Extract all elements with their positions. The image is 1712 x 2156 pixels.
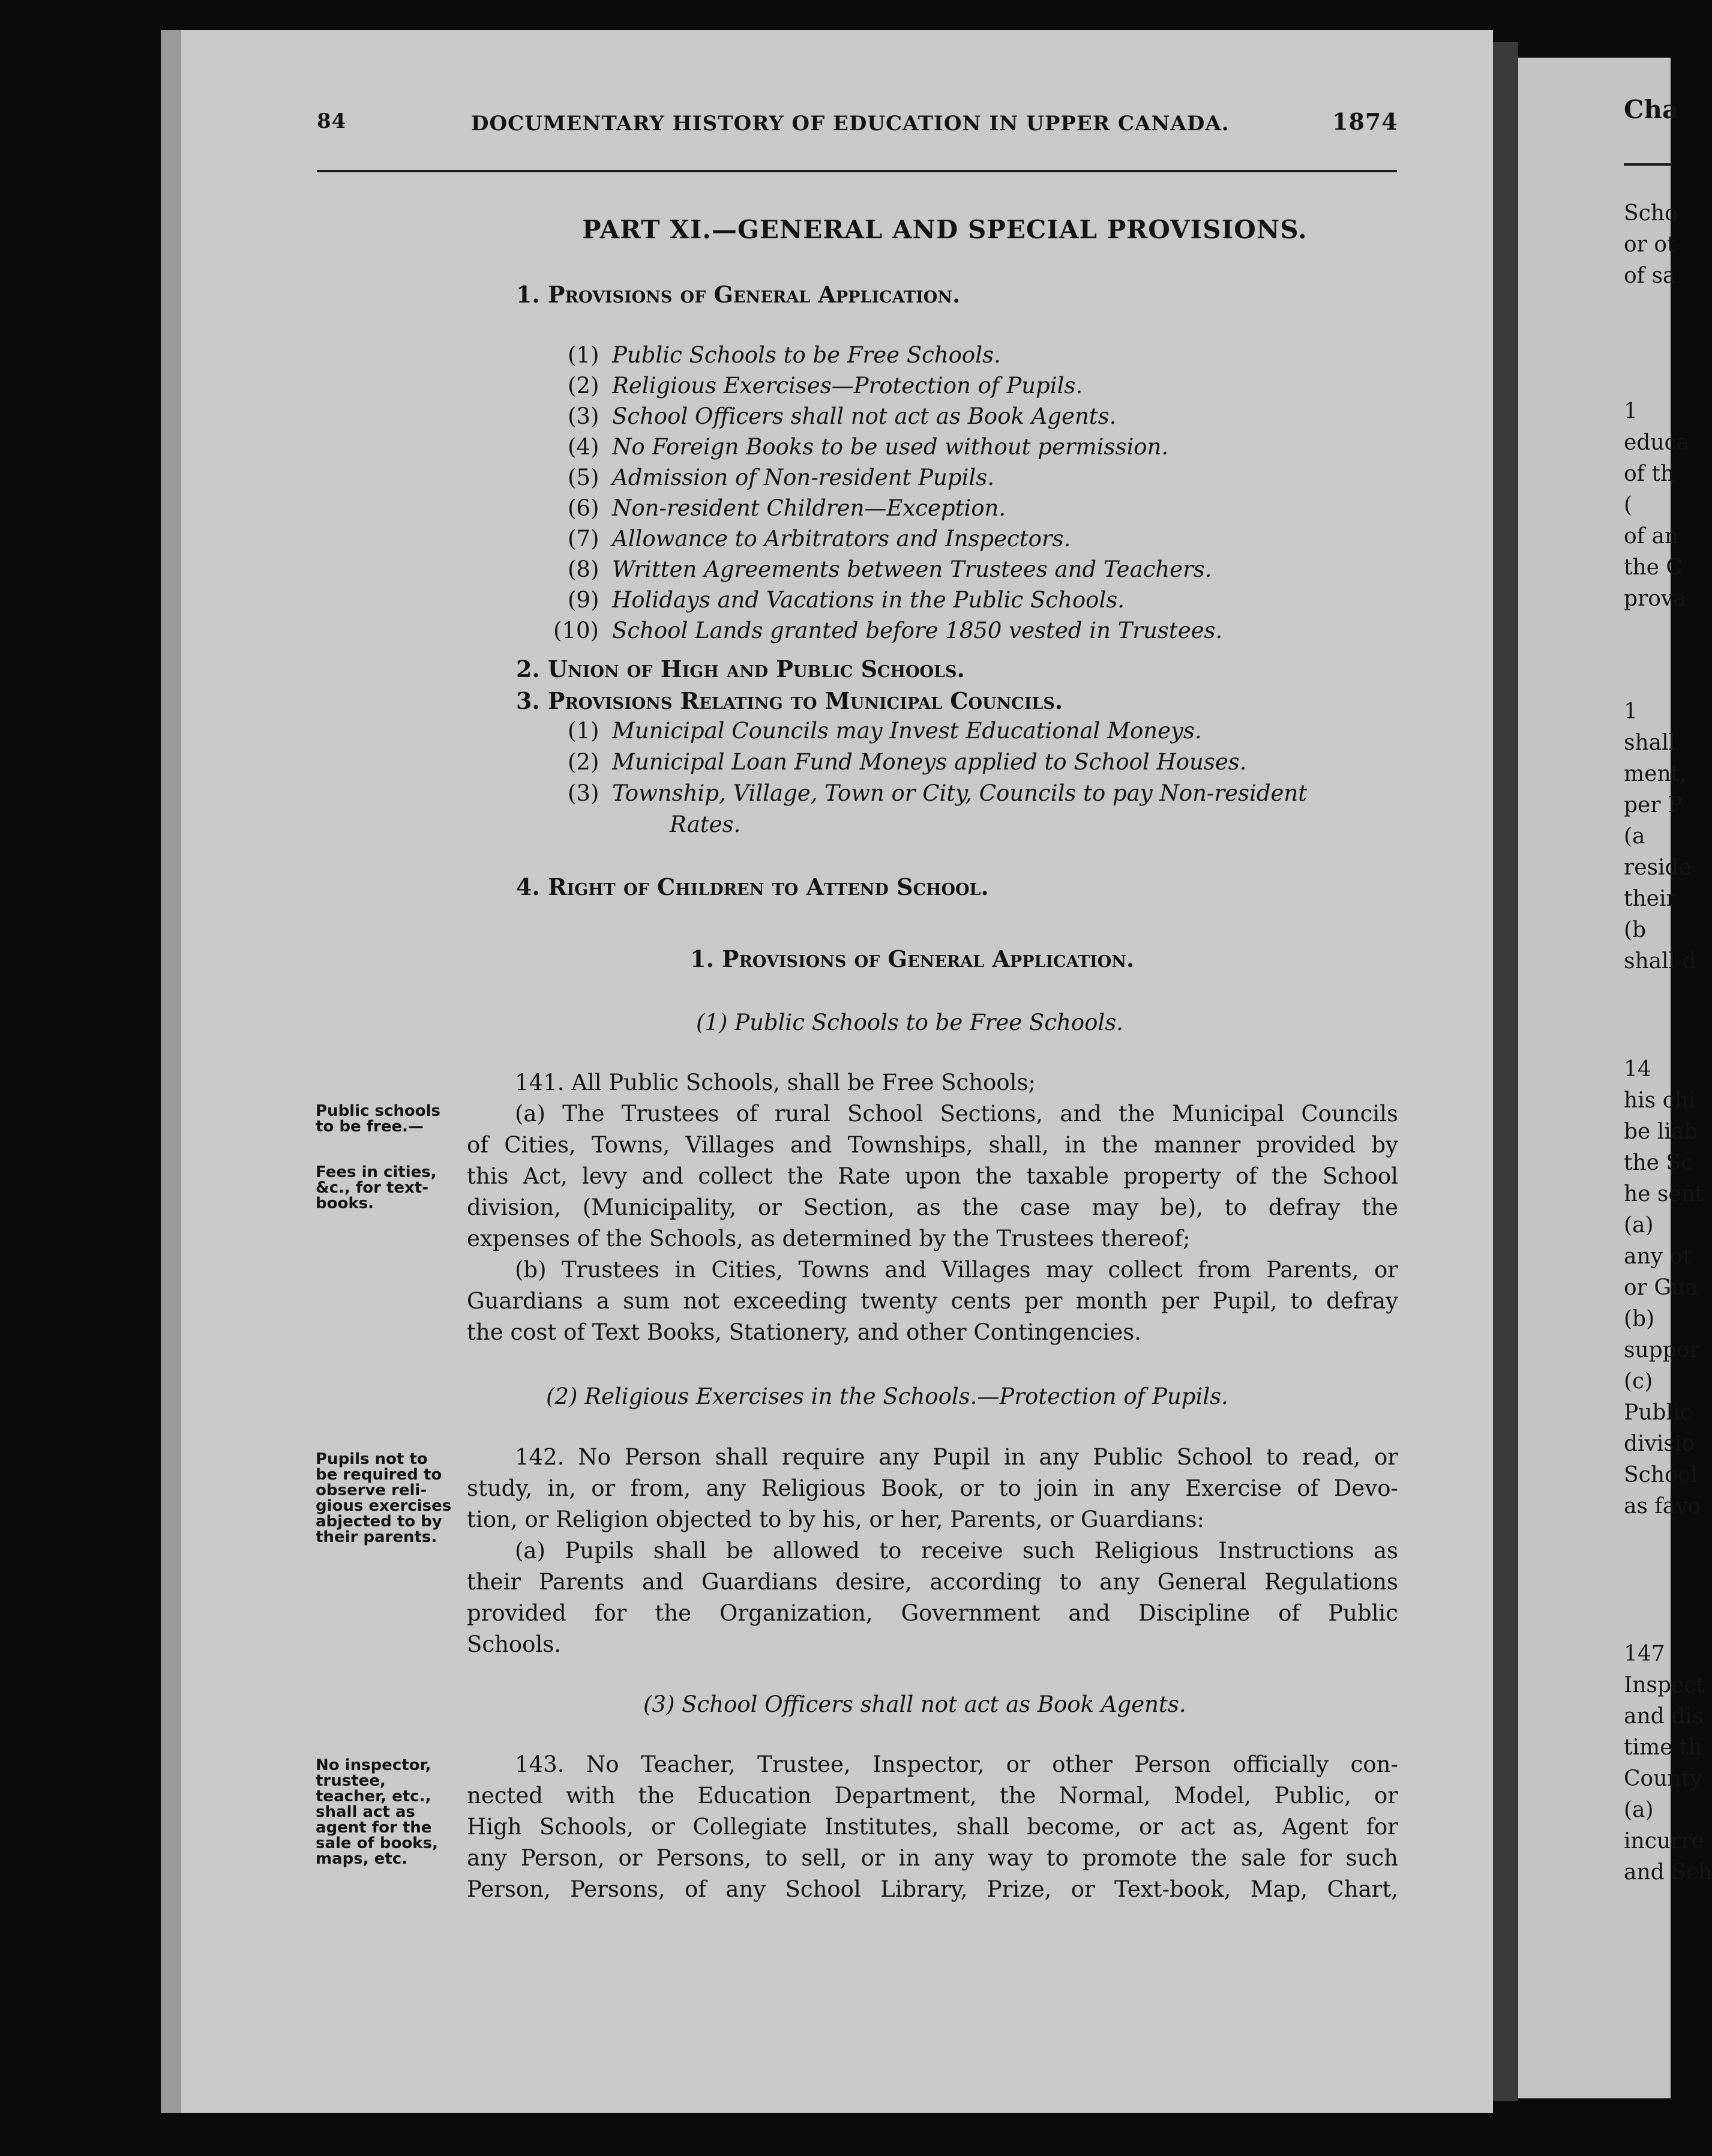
contents-item-text: Allowance to Arbitrators and Inspectors. [612, 526, 1071, 552]
contents-item-text: Township, Village, Town or City, Councils to pay Non-resident [612, 780, 1308, 806]
page-gutter-shadow [161, 30, 181, 2113]
contents-item-number: (9) [568, 587, 599, 613]
sub2-heading: (2) Religious Exercises in the Schools.—Protection of Pupils. [546, 1384, 1228, 1409]
text-line: High Schools, or Collegiate Institutes, shall become, or act as, Agent for [467, 1814, 1398, 1840]
facing-page-line: of th [1624, 462, 1675, 486]
facing-page-line: the C [1624, 555, 1683, 580]
facing-page-line: shall d [1624, 949, 1696, 974]
contents-section-1: 1. Provisions of General Application. [516, 281, 961, 308]
sub3-heading: (3) School Officers shall not act as Book Agents. [643, 1691, 1186, 1717]
text-line: (b) Trustees in Cities, Towns and Villages may collect from Parents, or [515, 1257, 1398, 1283]
margin-note-line: &c., for text- [316, 1179, 428, 1197]
facing-page-line: his chi [1624, 1088, 1696, 1113]
facing-page-line: 147 [1624, 1642, 1665, 1666]
contents-item-text: Municipal Councils may Invest Educational Moneys. [612, 718, 1202, 744]
margin-note-line: books. [316, 1194, 374, 1212]
text-line: the cost of Text Books, Stationery, and other Contingencies. [467, 1319, 1141, 1345]
margin-note-fees [316, 1164, 437, 1211]
text-line: study, in, or from, any Religious Book, or to join in any Exercise of Devo- [467, 1475, 1398, 1501]
facing-page-line: and dis [1624, 1704, 1704, 1729]
facing-page-line: or Gua [1624, 1275, 1698, 1300]
facing-page-line: per P [1624, 793, 1683, 818]
contents-item-text: Municipal Loan Fund Moneys applied to School Houses. [612, 749, 1247, 775]
contents-item-number: (3) [568, 403, 599, 429]
text-line: 142. No Person shall require any Pupil in any Public School to read, or [515, 1444, 1398, 1470]
section-heading: 1. Provisions of General Application. [690, 945, 1135, 972]
contents-section-4: 4. Right of Children to Attend School. [516, 873, 989, 900]
margin-note-line: observe reli- [316, 1481, 427, 1499]
facing-page-line: any ot [1624, 1244, 1692, 1269]
contents-item-number: (2) [568, 749, 599, 775]
text-line: (a) The Trustees of rural School Sections, and the Municipal Councils [515, 1101, 1398, 1127]
text-line: Person, Persons, of any School Library, Prize, or Text-book, Map, Chart, [467, 1876, 1398, 1902]
facing-page-line: and Sch [1624, 1860, 1712, 1885]
contents-item-number: (10) [553, 618, 599, 643]
contents-item-number: (8) [568, 556, 599, 582]
text-line: expenses of the Schools, as determined by the Trustees thereof; [467, 1226, 1191, 1251]
contents-item-number: (6) [568, 495, 599, 521]
facing-page-line: (c) [1624, 1369, 1653, 1394]
facing-page-line: educa [1624, 430, 1690, 455]
facing-page-line: ment, [1624, 762, 1687, 786]
margin-note-free-schools [316, 1103, 440, 1134]
text-line: tion, or Religion objected to by his, or her, Parents, or Guardians: [467, 1507, 1204, 1532]
facing-page-header: Cha [1624, 95, 1679, 124]
facing-page-line: divisio [1624, 1432, 1695, 1456]
facing-page-line: (b) [1624, 1307, 1655, 1331]
contents-item-number: (7) [568, 526, 599, 552]
facing-page-line: 1 [1624, 699, 1638, 724]
margin-note-line: abjected to by [316, 1513, 442, 1531]
facing-page-line: reside [1624, 855, 1692, 880]
facing-page-line: or ot [1624, 232, 1676, 257]
facing-page-line: their [1624, 887, 1677, 911]
margin-note-line: maps, etc. [316, 1850, 408, 1868]
margin-note-religious [316, 1451, 451, 1545]
facing-page-line: (b [1624, 918, 1647, 942]
facing-page-line: of an [1624, 524, 1679, 549]
contents-item-text: School Lands granted before 1850 vested in Trustees. [612, 618, 1223, 643]
text-line: of Cities, Towns, Villages and Townships, shall, in the manner provided by [467, 1132, 1398, 1158]
facing-page-line: (a) [1624, 1213, 1654, 1238]
facing-page-line: of sa [1624, 263, 1676, 288]
header-rule [317, 170, 1397, 172]
facing-page-line: (a [1624, 824, 1645, 849]
facing-page-line: Scho [1624, 201, 1678, 226]
sub1-heading: (1) Public Schools to be Free Schools. [696, 1010, 1123, 1035]
margin-note-line: Fees in cities, [316, 1163, 437, 1181]
margin-note-line: their parents. [316, 1528, 437, 1546]
text-line: Guardians a sum not exceeding twenty cents per month per Pupil, to defray [467, 1288, 1398, 1314]
page-number: 84 [317, 109, 347, 133]
facing-page-line: be liab [1624, 1119, 1698, 1144]
contents-item-text: Non-resident Children—Exception. [612, 495, 1006, 521]
margin-note-line: gious exercises [316, 1497, 452, 1515]
sub1-lead: 141. All Public Schools, shall be Free Schools; [515, 1070, 1036, 1095]
part-title: PART XI.—GENERAL AND SPECIAL PROVISIONS. [582, 215, 1308, 244]
margin-note-book-agents [316, 1757, 438, 1867]
contents-item-text: Holidays and Vacations in the Public Schools. [612, 587, 1125, 613]
facing-page-line: ( [1624, 493, 1633, 517]
contents-item-text: No Foreign Books to be used without permission. [612, 434, 1169, 460]
margin-note-line: Pupils not to [316, 1450, 428, 1468]
facing-page-line: he sent [1624, 1182, 1704, 1206]
contents-section-2: 2. Union of High and Public Schools. [516, 655, 965, 682]
section-141-text [467, 1098, 1398, 1348]
text-line: their Parents and Guardians desire, according to any General Regulations [467, 1569, 1398, 1595]
text-line: any Person, or Persons, to sell, or in any way to promote the sale for such [467, 1845, 1398, 1871]
text-line: division, (Municipality, or Section, as the case may be), to defray the [467, 1194, 1398, 1220]
margin-note-line: Public schools [316, 1102, 440, 1120]
text-line: this Act, levy and collect the Rate upon the taxable property of the School [467, 1163, 1398, 1189]
contents-item-number: (1) [568, 718, 599, 744]
facing-page-line: shall [1624, 730, 1676, 755]
section-143-text [467, 1749, 1398, 1905]
facing-page-line: (a) [1624, 1798, 1654, 1822]
facing-page-line: School [1624, 1463, 1698, 1487]
margin-note-line: agent for the [316, 1819, 432, 1837]
facing-page-line: Inspect [1624, 1673, 1705, 1697]
section-142-text [467, 1442, 1398, 1660]
book-spine [1493, 42, 1518, 2101]
facing-page-line: incurre [1624, 1829, 1704, 1853]
margin-note-line: sale of books, [316, 1834, 438, 1852]
facing-page-rule [1624, 163, 1672, 166]
contents-item-number: (5) [568, 465, 599, 490]
year: 1874 [1332, 108, 1398, 135]
margin-note-line: teacher, etc., [316, 1787, 431, 1805]
facing-page-line: time th [1624, 1735, 1702, 1760]
text-line: provided for the Organization, Government and Discipline of Public [467, 1600, 1398, 1626]
facing-page [1518, 58, 1712, 2098]
contents-section-3: 3. Provisions Relating to Municipal Councils. [516, 687, 1063, 714]
facing-page-line: Public [1624, 1400, 1692, 1425]
margin-note-line: trustee, [316, 1772, 386, 1790]
contents-item-number: (2) [568, 373, 599, 399]
facing-page-line: as favo [1624, 1494, 1701, 1519]
contents-item-text: Written Agreements between Trustees and Teachers. [612, 556, 1212, 582]
running-title: DOCUMENTARY HISTORY OF EDUCATION IN UPPER CANADA. [471, 112, 1230, 136]
contents-item-text: Religious Exercises—Protection of Pupils. [612, 373, 1083, 399]
facing-page-line: 1 [1624, 399, 1638, 424]
text-line: 143. No Teacher, Trustee, Inspector, or other Person officially con- [515, 1751, 1398, 1777]
text-line: nected with the Education Department, the Normal, Model, Public, or [467, 1783, 1398, 1808]
text-line: Schools. [467, 1631, 562, 1657]
contents-item-number: (1) [568, 342, 599, 368]
facing-page-line: prova [1624, 586, 1686, 611]
margin-note-line: to be free.— [316, 1118, 424, 1136]
contents-item-text: School Officers shall not act as Book Agents. [612, 403, 1117, 429]
contents-item-number: (4) [568, 434, 599, 460]
margin-note-line: No inspector, [316, 1756, 431, 1774]
margin-note-line: shall act as [316, 1803, 415, 1821]
contents-item-number: (3) [568, 780, 599, 806]
text-line: (a) Pupils shall be allowed to receive such Religious Instructions as [515, 1538, 1398, 1564]
contents-item-continuation: Rates. [670, 812, 741, 837]
contents-item-text: Public Schools to be Free Schools. [612, 342, 1001, 368]
contents-item-text: Admission of Non-resident Pupils. [612, 465, 994, 490]
margin-note-line: be required to [316, 1466, 442, 1484]
facing-page-line: 14 [1624, 1057, 1651, 1082]
facing-page-line: County [1624, 1766, 1702, 1791]
facing-page-line: the Sc [1624, 1151, 1693, 1175]
facing-page-line: suppor [1624, 1338, 1700, 1363]
